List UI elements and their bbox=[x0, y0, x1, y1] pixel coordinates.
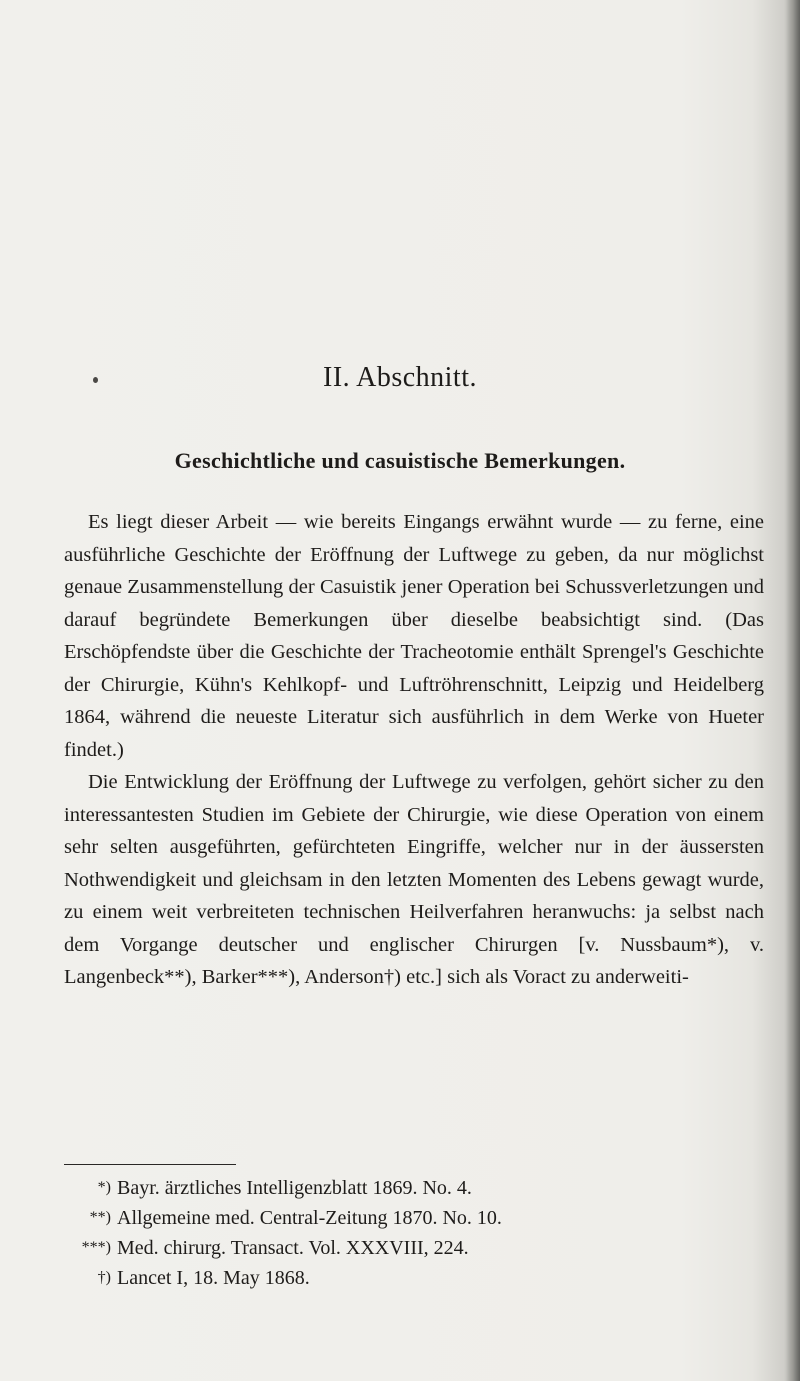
paragraph-1: Es liegt dieser Arbeit — wie bereits Eingangs erwähnt wurde — zu ferne, eine ausführliche Geschichte der Eröffnung der Luftwege zu geben, da nur möglichst genaue Zusammenstellung der Casuistik jener Operation bei Schussverletzungen und darauf begründete Bemerkungen über dieselbe beabsichtigt sind. (Das Erschöpfendste über die Geschichte der Tracheotomie enthält Sprengel's Geschichte der Chirurgie, Kühn's Kehlkopf- und Luftröhrenschnitt, Leipzig und Heidelberg 1864, während die neueste Literatur sich ausführlich in dem Werke von Hueter findet.) bbox=[64, 511, 764, 761]
footnote bbox=[64, 1263, 784, 1293]
paragraph-2: Die Entwicklung der Eröffnung der Luftwege zu verfolgen, gehört sicher zu den interessantesten Studien im Gebiete der Chirurgie, wie diese Operation von einem sehr selten ausgeführten, gefürchteten Eingriffe, welcher nur in der äussersten Nothwendigkeit und gleichsam in den letzten Momenten des Lebens gewagt wurde, zu einem weit verbreiteten technischen Heilverfahren heranwuchs: ja selbst nach dem Vorgange deutscher und englischer Chirurgen [v. Nussbaum*), v. Langenbeck**), Barker***), Anderson†) etc.] sich als Voract zu anderweiti- bbox=[64, 771, 764, 988]
footnote bbox=[64, 1233, 784, 1263]
footnote-mark: **) bbox=[89, 1209, 111, 1226]
footnotes bbox=[64, 1173, 784, 1293]
footnote-text: Bayr. ärztliches Intelligenzblatt 1869. No. 4. bbox=[117, 1177, 472, 1199]
footnote-text: Allgemeine med. Central-Zeitung 1870. No. 10. bbox=[117, 1207, 502, 1229]
footnote bbox=[64, 1203, 784, 1233]
body-text bbox=[64, 506, 764, 994]
footnote-text: Med. chirurg. Transact. Vol. XXXVIII, 224. bbox=[117, 1237, 469, 1259]
section-heading: II. Abschnitt. bbox=[323, 362, 477, 393]
footnote-divider bbox=[64, 1164, 236, 1165]
footnote-text: Lancet I, 18. May 1868. bbox=[117, 1267, 310, 1289]
footnote-mark: *) bbox=[97, 1179, 111, 1196]
footnote-mark: ***) bbox=[81, 1239, 111, 1256]
page-edge-shadow bbox=[786, 0, 800, 1381]
footnote bbox=[64, 1173, 784, 1203]
section-subtitle: Geschichtliche und casuistische Bemerkungen. bbox=[174, 448, 626, 473]
footnote-mark: †) bbox=[97, 1269, 111, 1286]
